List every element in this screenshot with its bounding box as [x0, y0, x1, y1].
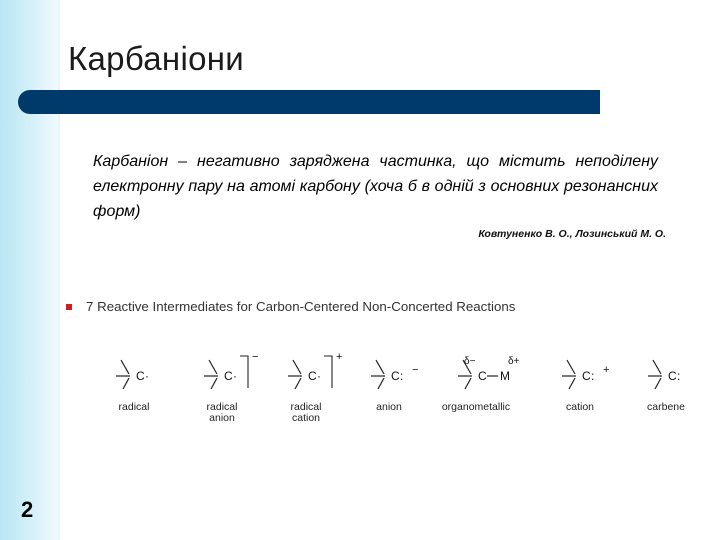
bullet-marker	[66, 304, 72, 310]
attribution: Ковтуненко В. О., Лозинський М. О.	[478, 228, 666, 240]
definition-text: Карбаніон – негативно заряджена частинка, що містить неподілену електронну пару на атомі карбону (хоча б в одній з основних резонансних форм)	[93, 153, 658, 220]
charge-3: −	[412, 364, 419, 376]
reactive-intermediates-figure	[96, 346, 706, 436]
figure-caption: 7 Reactive Intermediates for Carbon-Centered Non-Concerted Reactions	[86, 299, 516, 314]
title-divider-bar	[18, 90, 600, 114]
electron-dots-0: ·	[145, 369, 149, 383]
label-0-0: radical	[118, 401, 150, 413]
bond-3-up	[376, 360, 384, 374]
bond-5-up	[567, 360, 575, 374]
label-6-0: carbene	[647, 401, 685, 413]
atom-label-6: C	[668, 369, 677, 383]
electron-dots-5: :	[591, 369, 595, 383]
bond-2-down	[295, 378, 301, 389]
atom-label-1: C	[224, 369, 233, 383]
label-2-0: radical	[290, 401, 322, 413]
slide-title: Карбаніони	[68, 40, 244, 77]
electron-dots-6: :	[677, 369, 681, 383]
label-5-0: cation	[565, 401, 595, 413]
partial-negative: δ−	[464, 356, 476, 367]
charge-1: −	[252, 351, 259, 363]
charge-2: +	[336, 351, 343, 363]
page-number: 2	[21, 497, 34, 522]
electron-dots-3: :	[400, 369, 404, 383]
label-1-0: radical	[206, 401, 238, 413]
bond-2-up	[293, 360, 301, 374]
bond-6-down	[655, 378, 661, 389]
atom-label-4: C	[478, 369, 487, 383]
atom-label-3: C	[391, 369, 400, 383]
atom-label-0: C	[136, 369, 145, 383]
bond-0-down	[123, 378, 129, 389]
bracket-2	[324, 356, 332, 388]
bond-0-up	[121, 360, 129, 374]
metal-label: M	[500, 369, 510, 383]
label-2-1: cation	[291, 412, 321, 424]
label-4-0: organometallic	[441, 401, 511, 413]
electron-dots-2: ·	[317, 369, 321, 383]
bond-5-down	[569, 378, 575, 389]
label-1-1: anion	[209, 412, 235, 424]
charge-5: +	[603, 364, 610, 376]
bracket-1	[240, 356, 248, 388]
atom-label-5: C	[582, 369, 591, 383]
bond-3-down	[378, 378, 384, 389]
label-3-0: anion	[376, 401, 402, 413]
bond-4-down	[465, 378, 471, 389]
partial-positive: δ+	[508, 356, 520, 367]
bond-1-down	[211, 378, 217, 389]
electron-dots-1: ·	[233, 369, 237, 383]
side-panel	[0, 0, 60, 540]
bond-6-up	[653, 360, 661, 374]
bond-1-up	[209, 360, 217, 374]
atom-label-2: C	[308, 369, 317, 383]
